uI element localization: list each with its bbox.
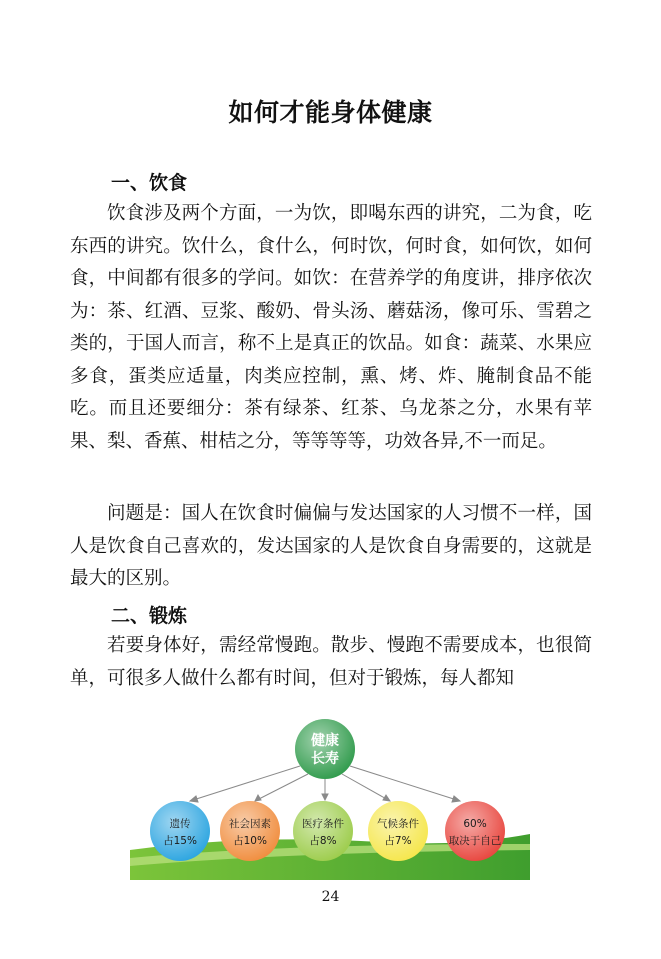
paragraph-exercise-1: 若要身体好，需经常慢跑。散步、慢跑不需要成本，也很简单，可很多人做什么都有时间，但对于锻炼，每人都知 xyxy=(70,635,592,689)
page-title: 如何才能身体健康 xyxy=(228,98,433,127)
section-heading-exercise: 二、锻炼 xyxy=(111,605,188,627)
center-label-line1: 健康 xyxy=(311,733,339,749)
center-label-line2: 长寿 xyxy=(311,751,339,767)
page-number: 24 xyxy=(321,889,340,905)
paragraph-diet-2: 问题是：国人在饮食时偏偏与发达国家的人习惯不一样，国人是饮食自己喜欢的，发达国家的人是饮食自身需要的，这就是最大的区别。 xyxy=(70,503,592,589)
center-circle xyxy=(295,719,355,779)
factor-label-line1: 60% xyxy=(463,818,487,830)
health-factors-diagram xyxy=(130,716,530,880)
factor-label-line1: 社会因素 xyxy=(229,818,271,830)
diagram-svg xyxy=(130,716,530,880)
factor-label-line2: 取决于自己 xyxy=(448,835,502,847)
factor-label-line1: 医疗条件 xyxy=(302,818,344,830)
factor-heredity xyxy=(150,801,210,861)
factor-climate xyxy=(368,801,428,861)
factor-self xyxy=(445,801,505,861)
factor-social xyxy=(220,801,280,861)
factor-label-line2: 占10% xyxy=(233,835,267,847)
factor-label-line2: 占15% xyxy=(163,835,197,847)
paragraph-diet-1: 饮食涉及两个方面，一为饮，即喝东西的讲究，二为食，吃东西的讲究。饮什么，食什么，何时饮，何时食，如何饮，如何食，中间都有很多的学问。如饮：在营养学的角度讲，排序依次为：茶、红酒、豆浆、酸奶、骨头汤、蘑菇汤，像可乐、雪碧之类的，于国人而言，称不上是真正的饮品。如食：蔬菜、水果应多食，蛋类应适量，肉类应控制，熏、烤、炸、腌制食品不能吃。而且还要细分：茶有绿茶、红茶、乌龙茶之分，水果有苹果、梨、香蕉、柑桔之分，等等等等，功效各异,不一而足。 xyxy=(70,203,592,452)
factor-label-line1: 遗传 xyxy=(169,818,191,830)
factor-label-line2: 占8% xyxy=(309,835,337,847)
section-heading-diet: 一、饮食 xyxy=(111,172,188,194)
factor-label-line2: 占7% xyxy=(384,835,412,847)
factor-label-line1: 气候条件 xyxy=(377,818,419,830)
factor-medical xyxy=(293,801,353,861)
